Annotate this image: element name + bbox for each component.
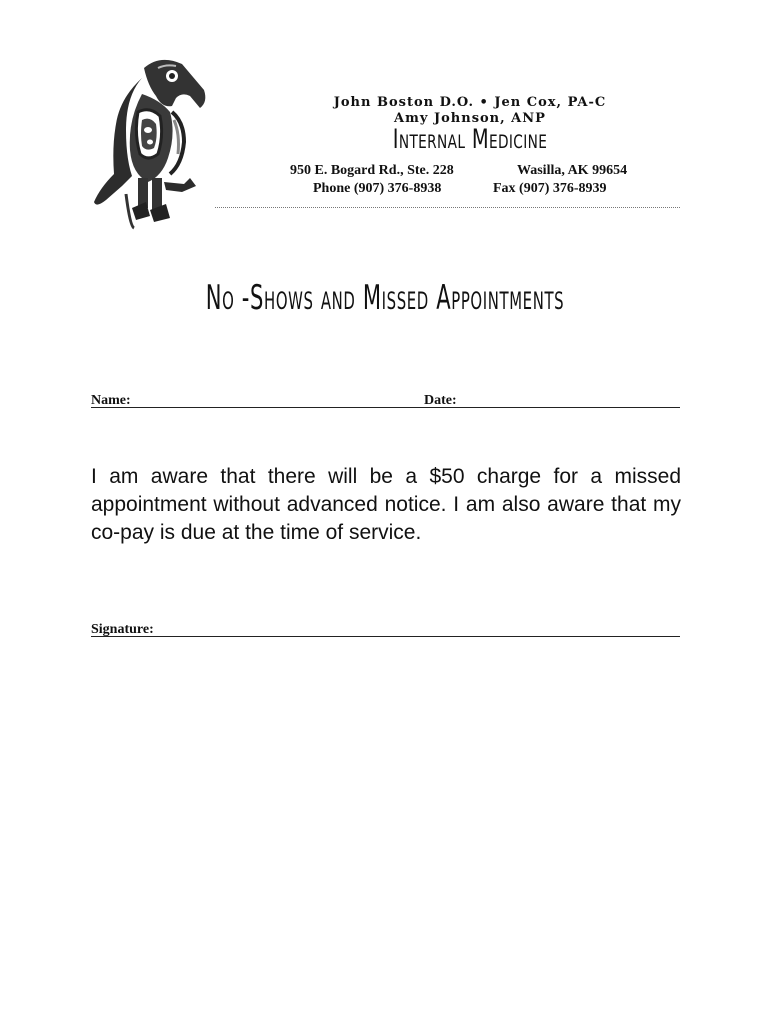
form-title: No -Shows and Missed Appointments: [205, 278, 565, 318]
name-label: Name:: [91, 393, 131, 408]
fax-number: Fax (907) 376-8939: [493, 181, 607, 196]
header-divider: [215, 207, 680, 208]
date-label: Date:: [424, 393, 457, 408]
providers-line-1: John Boston D.O. • Jen Cox, PA-C: [333, 95, 607, 110]
raven-totem-icon: [86, 50, 216, 230]
acknowledgement-statement: I am aware that there will be a $50 charge for a missed appointment without advanced notice. I am also aware that my co-pay is due at the time of service.: [91, 465, 681, 544]
name-date-input-line[interactable]: [91, 407, 680, 408]
address-street: 950 E. Bogard Rd., Ste. 228: [290, 163, 454, 178]
practice-name: Internal Medicine: [392, 124, 548, 155]
phone-number: Phone (907) 376-8938: [313, 181, 442, 196]
providers-line-2: Amy Johnson, ANP: [394, 111, 546, 126]
signature-input-line[interactable]: [91, 636, 680, 637]
address-city: Wasilla, AK 99654: [517, 163, 628, 178]
signature-label: Signature:: [91, 622, 154, 637]
